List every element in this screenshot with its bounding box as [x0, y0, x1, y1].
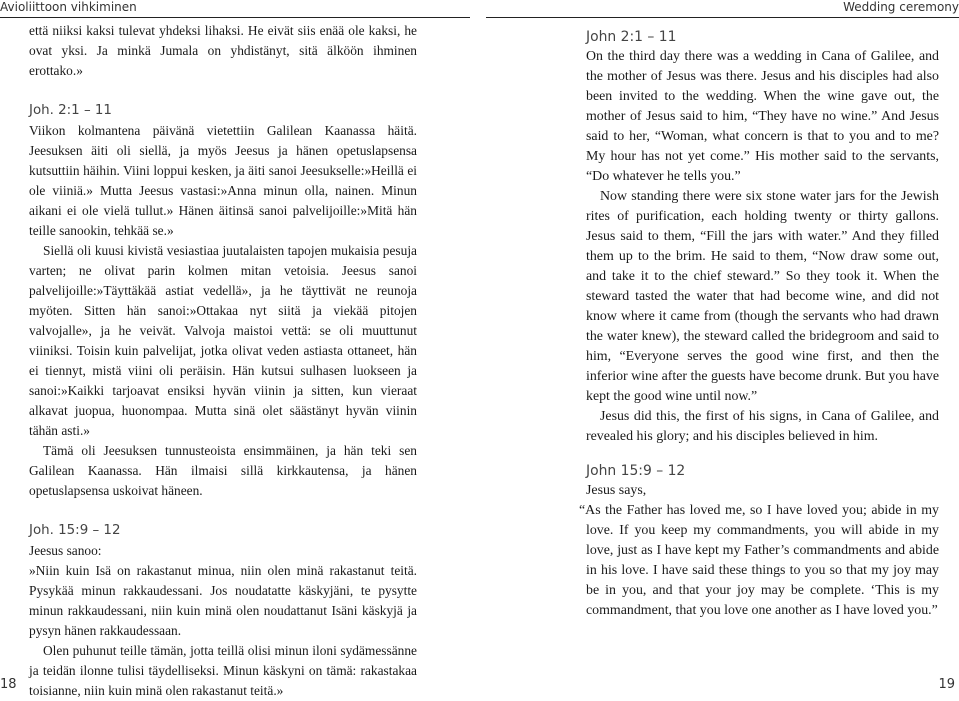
right-page-number: 19 [938, 677, 955, 692]
right-running-head: Wedding ceremony [486, 0, 959, 18]
reading1-reference: Joh. 2:1 – 11 [29, 103, 112, 118]
reading2-intro: Jesus says, [586, 483, 647, 498]
right-text-block [579, 27, 939, 621]
left-running-head: Avioliittoon vihkiminen [0, 0, 470, 18]
reading1-paragraph-2: Now standing there were six stone water jars for the Jewish rites of purification, each holding twenty or thirty gallons. Jesus said to them, “Fill the jars with water.” And they filled them up to the brim. He said to them, “Now draw some out, and take it to the chief steward.” So they took it. When the steward tasted the water that had become wine, and did not know where it came from (though the servants who had drawn the water knew), the steward called the bridegroom and said to him, “Everyone serves the good wine first, and then the inferior wine after the guests have become drunk. But you have kept the good wine until now.” [586, 189, 939, 404]
left-page [0, 0, 480, 698]
reading1-reference: John 2:1 – 11 [586, 29, 677, 45]
reading1-paragraph-3: Tämä oli Jeesuksen tunnusteoista ensimmäinen, ja hän teki sen Galilean Kaanassa. Hän ilmaisi sillä kirkkautensa, ja hänen opetuslapsensa uskoivat häneen. [29, 443, 417, 498]
left-text-block [29, 21, 417, 701]
reading2-reference: John 15:9 – 12 [586, 463, 686, 479]
reading1-paragraph-3: Jesus did this, the first of his signs, in Cana of Galilee, and revealed his glory; and his disciples believed in him. [586, 409, 939, 444]
reading2-intro: Jeesus sanoo: [29, 543, 102, 558]
reading1-paragraph-1: Viikon kolmantena päivänä vietettiin Galilean Kaanassa häitä. Jeesuksen äiti oli siellä, ja myös Jeesus ja hänen opetuslapsensa kutsuttiin häihin. Viini loppui kesken, ja äiti sanoi Jeesukselle:»Heillä ei ole viiniä.» Mutta Jeesus vastasi:»Anna minun olla, nainen. Minun aikani ei ole vielä tullut.» Hänen äitinsä sanoi palvelijoille:»Mitä hän teille sanookin, tehkää se.» [29, 123, 417, 238]
reading2-paragraph-2: Olen puhunut teille tämän, jotta teillä olisi minun iloni sydämessänne ja teidän ilonne tulisi täydelliseksi. Minun käskyni on tämä: rakastakaa toisianne, niin kuin minä olen rakastanut teitä.» [29, 643, 417, 698]
reading1-paragraph-1: On the third day there was a wedding in Cana of Galilee, and the mother of Jesus was there. Jesus and his disciples had also been invited to the wedding. When the wine gave out, the mother of Jesus said to him, “They have no wine.” And Jesus said to her, “Woman, what concern is that to you and to me? My hour has not yet come.” His mother said to the servants, “Do whatever he tells you.” [586, 49, 939, 184]
reading2-paragraph-1: “As the Father has loved me, so I have loved you; abide in my love. If you keep my commandments, you will abide in my love, just as I have kept my Father’s commandments and abide in his love. I have said these things to you so that my joy may be in you, and that your joy may be complete. ‘This is my commandment, that you love one another as I have loved you.” [579, 503, 939, 618]
right-page [480, 0, 959, 694]
reading2-reference: Joh. 15:9 – 12 [29, 523, 121, 538]
left-page-number: 18 [0, 677, 17, 692]
reading1-paragraph-2: Siellä oli kuusi kivistä vesiastiaa juutalaisten tapojen mukaisia pesuja varten; ne olivat parin kolmen mitan vetoisia. Jeesus sanoi palvelijoille:»Täyttäkää astiat vedellä», ja he täyttivät ne reunoja myöten. Sitten hän sanoi:»Ottakaa nyt siitä ja viekää pitojen valvojalle», ja he veivät. Valvoja maistoi vettä: se oli muuttunut viiniksi. Toisin kuin palvelijat, jotka olivat veden astiasta ottaneet, hän ei tiennyt, mistä viini oli peräisin. Hän kutsui sulhasen luokseen ja sanoi:»Kaikki tarjoavat ensiksi hyvän viinin ja sitten, kun vieraat alkavat juopua, huonompaa. Mutta sinä olet säästänyt hyvän viinin tähän asti.» [29, 243, 417, 438]
opening-lines: että niiksi kaksi tulevat yhdeksi lihaksi. He eivät siis enää ole kaksi, he ovat yksi. Ja minkä Jumala on yhdistänyt, sitä älköön ihminen erottako.» [29, 23, 417, 78]
reading2-paragraph-1: »Niin kuin Isä on rakastanut minua, niin olen minä rakastanut teitä. Pysykää minun rakkaudessani. Jos noudatatte käskyjäni, te pysytte minun rakkaudessani, niin kuin minä olen noudattanut Isäni käskyjä ja pysyn hänen rakkaudessaan. [29, 563, 417, 638]
